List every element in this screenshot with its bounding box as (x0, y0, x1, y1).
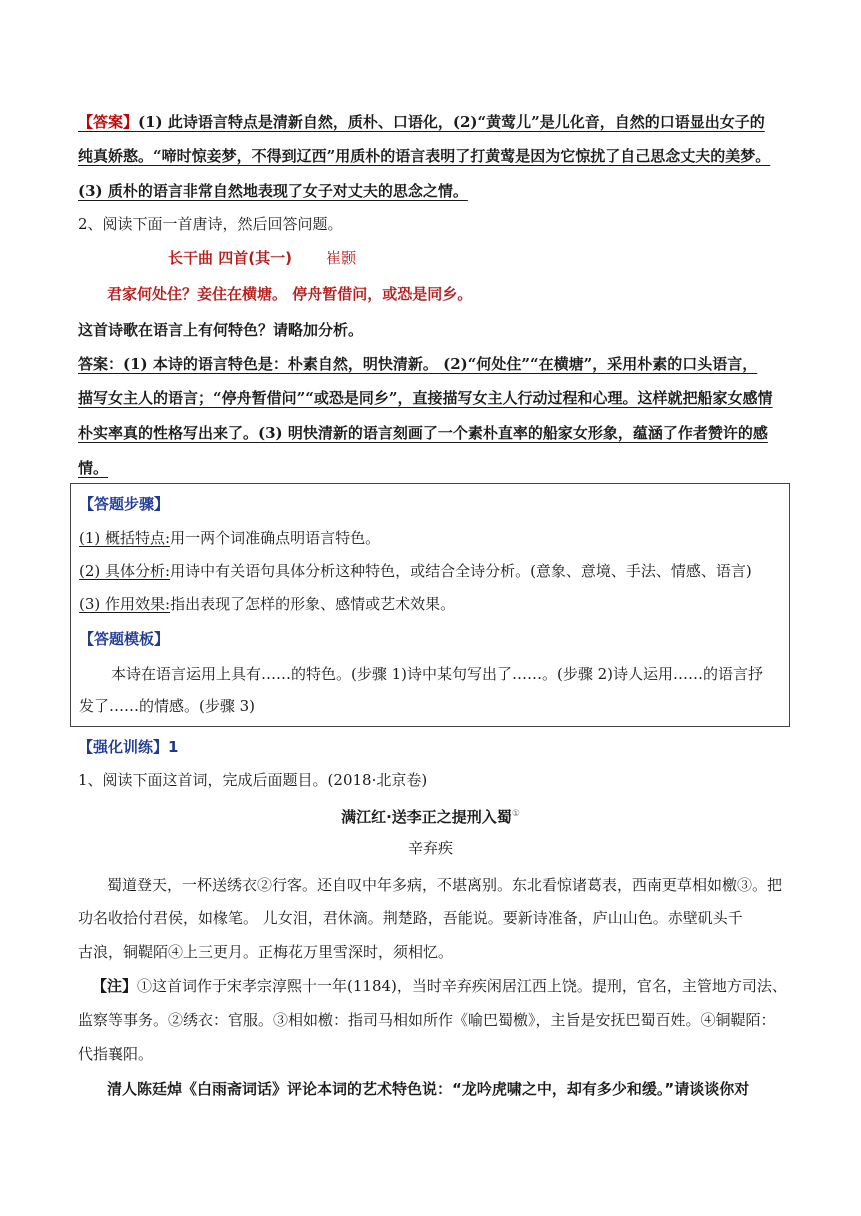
training-prompt: 1、阅读下面这首词，完成后面题目。(2018·北京卷) (78, 771, 428, 789)
template-line-1: 本诗在语言运用上具有……的特色。(步骤 1)诗中某句写出了……。(步骤 2)诗人运用……的语言抒 (111, 665, 764, 683)
answer-steps-box (70, 483, 790, 727)
q2-answer-line-2: 描写女主人的语言；“停舟暂借问”“或恐是同乡”，直接描写女主人行动过程和心理。这样就把船家女感情 (78, 389, 773, 407)
ci-author: 辛弃疾 (407, 839, 453, 857)
step-3-text: 指出表现了怎样的形象、感情或艺术效果。 (170, 595, 456, 613)
template-header: 【答题模板】 (79, 630, 170, 648)
note-line-3: 代指襄阳。 (78, 1045, 154, 1063)
final-question: 清人陈廷焯《白雨斋词话》评论本词的艺术特色说：“龙吟虎啸之中，却有多少和缓。”请谈谈你对 (107, 1080, 750, 1098)
q2-answer-label: 答案： (78, 355, 124, 373)
poem-line: 君家何处住？妾住在横塘。 停舟暂借问，或恐是同乡。 (107, 285, 473, 303)
template-line-2: 发了……的情感。(步骤 3) (79, 697, 256, 715)
q2-answer-line-4: 情。 (78, 459, 109, 477)
ci-title-note: ① (511, 809, 520, 819)
q2-answer-text-1: (1) 本诗的语言特色是：朴素自然，明快清新。 (2)“何处住”“在横塘”，采用朴素的口头语言， (123, 355, 758, 373)
step-1-label: (1) 概括特点: (79, 529, 171, 547)
note-text-1: ①这首词作于宋孝宗淳熙十一年(1184)，当时辛弃疾闲居江西上饶。提刑，官名，主管地方司法、 (137, 977, 787, 995)
ci-title-row (0, 804, 861, 827)
ci-line-3: 古浪，铜鞮陌④上三更月。正梅花万里雪深时，须相忆。 (78, 943, 454, 961)
q2-answer-line-3: 朴实率真的性格写出来了。(3) 明快清新的语言刻画了一个素朴直率的船家女形象，蕴涵了作者赞许的感 (78, 424, 768, 442)
ci-line-2: 功名收拾付君侯，如椽笔。 儿女泪，君休滴。荆楚路，吾能说。要新诗准备，庐山山色。赤壁矶头千 (78, 909, 743, 927)
answer-text-1: (1) 此诗语言特点是清新自然，质朴、口语化，(2)“黄莺儿”是儿化音，自然的口语显出女子的 (138, 113, 765, 131)
step-2-label: (2) 具体分析: (79, 562, 171, 580)
step-1-text: 用一两个词准确点明语言特色。 (170, 529, 381, 547)
q2-answer-line-1 (78, 354, 791, 374)
ci-title: 满江红·送李正之提刑入蜀 (341, 808, 512, 826)
poem-title: 长干曲 四首(其一) (168, 249, 292, 267)
note-line-2: 监察等事务。②绣衣：官服。③相如檄：指司马相如所作《喻巴蜀檄》，主旨是安抚巴蜀百姓。④铜鞮陌： (78, 1011, 776, 1029)
question-2-text: 这首诗歌在语言上有何特色？请略加分析。 (78, 321, 364, 339)
ci-line-1: 蜀道登天，一杯送绣衣②行客。还自叹中年多病，不堪离别。东北看惊诸葛表，西南更草相如檄③。把 (107, 876, 783, 894)
steps-header: 【答题步骤】 (79, 495, 170, 513)
answer-label: 【答案】 (78, 113, 139, 131)
poem-author: 崔颢 (325, 249, 356, 267)
step-3 (79, 594, 781, 614)
step-1 (79, 528, 781, 548)
note-line-1 (92, 976, 791, 996)
note-label: 【注】 (92, 977, 138, 995)
answer-line-2: 纯真娇憨。“啼时惊妾梦，不得到辽西”用质朴的语言表明了打黄莺是因为它惊扰了自己思念丈夫的美梦。 (78, 147, 771, 165)
step-2-text: 用诗中有关语句具体分析这种特色，或结合全诗分析。(意象、意境、手法、情感、语言) (170, 562, 752, 580)
step-2 (79, 561, 781, 581)
poem-title-row (168, 248, 791, 268)
step-3-label: (3) 作用效果: (79, 595, 171, 613)
answer-line-1 (78, 112, 791, 132)
training-header: 【强化训练】1 (78, 738, 179, 756)
answer-line-3: (3) 质朴的语言非常自然地表现了女子对丈夫的思念之情。 (78, 182, 468, 200)
question-2-prompt: 2、阅读下面一首唐诗，然后回答问题。 (78, 215, 343, 233)
